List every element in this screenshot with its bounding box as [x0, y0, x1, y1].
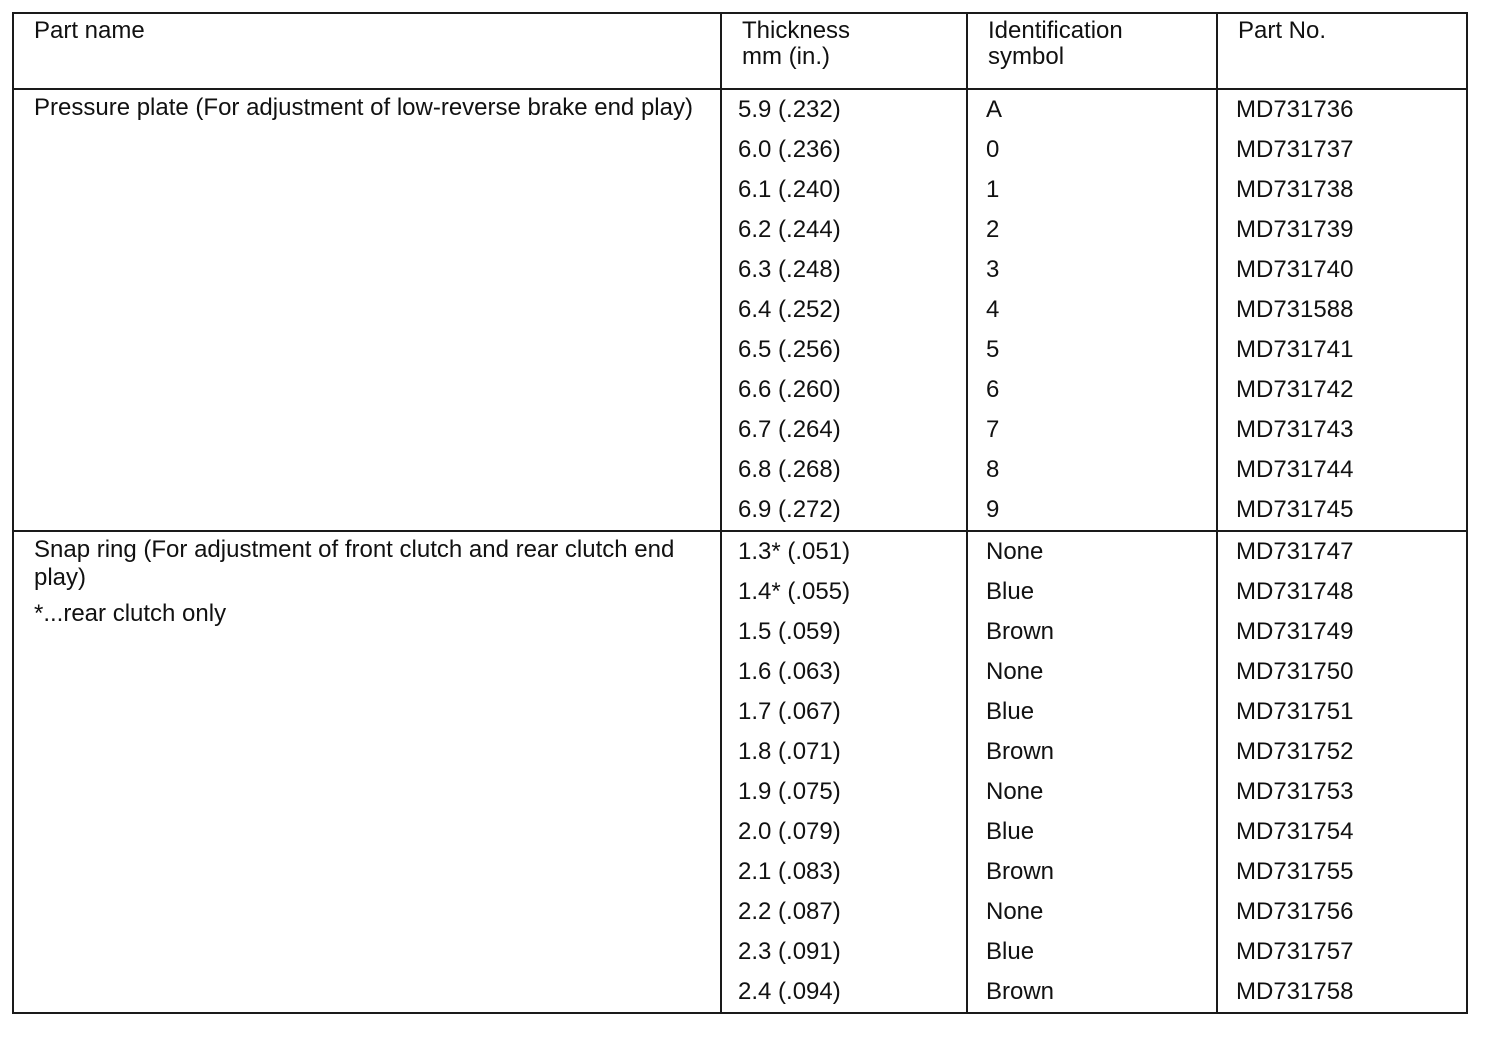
thickness-cell: 6.8 (.268)	[721, 450, 967, 490]
thickness-cell: 6.2 (.244)	[721, 210, 967, 250]
thickness-cell: 6.0 (.236)	[721, 130, 967, 170]
identification-symbol-cell: 5	[967, 330, 1217, 370]
part-number-cell: MD731745	[1217, 490, 1467, 531]
thickness-cell: 6.3 (.248)	[721, 250, 967, 290]
identification-symbol-cell: None	[967, 531, 1217, 572]
thickness-cell: 1.6 (.063)	[721, 652, 967, 692]
part-number-cell: MD731757	[1217, 932, 1467, 972]
identification-symbol-cell: None	[967, 772, 1217, 812]
header-identification-label: Identification	[988, 17, 1123, 44]
header-thickness-label: Thickness	[742, 17, 851, 44]
identification-symbol-cell: Blue	[967, 932, 1217, 972]
thickness-cell: 2.2 (.087)	[721, 892, 967, 932]
header-thickness	[721, 13, 967, 89]
identification-symbol-cell: Blue	[967, 812, 1217, 852]
part-number-cell: MD731752	[1217, 732, 1467, 772]
table-row	[13, 89, 1467, 130]
identification-symbol-cell: Brown	[967, 732, 1217, 772]
part-number-cell: MD731737	[1217, 130, 1467, 170]
part-name-text: Snap ring (For adjustment of front clutch and rear clutch end play)	[34, 536, 675, 591]
part-number-cell: MD731747	[1217, 531, 1467, 572]
table-header	[13, 13, 1467, 89]
part-number-cell: MD731744	[1217, 450, 1467, 490]
thickness-cell: 2.3 (.091)	[721, 932, 967, 972]
identification-symbol-cell: 4	[967, 290, 1217, 330]
thickness-cell: 5.9 (.232)	[721, 89, 967, 130]
part-number-cell: MD731743	[1217, 410, 1467, 450]
identification-symbol-cell: 2	[967, 210, 1217, 250]
part-name-cell	[13, 531, 721, 1013]
part-number-cell: MD731748	[1217, 572, 1467, 612]
thickness-cell: 6.6 (.260)	[721, 370, 967, 410]
identification-symbol-cell: 3	[967, 250, 1217, 290]
part-number-cell: MD731736	[1217, 89, 1467, 130]
identification-symbol-cell: Brown	[967, 612, 1217, 652]
header-identification-label-2: symbol	[988, 43, 1065, 70]
identification-symbol-cell: Brown	[967, 852, 1217, 892]
part-number-cell: MD731742	[1217, 370, 1467, 410]
thickness-cell: 1.7 (.067)	[721, 692, 967, 732]
header-part-name	[13, 13, 721, 89]
thickness-cell: 6.4 (.252)	[721, 290, 967, 330]
thickness-cell: 1.5 (.059)	[721, 612, 967, 652]
thickness-cell: 6.9 (.272)	[721, 490, 967, 531]
part-number-cell: MD731588	[1217, 290, 1467, 330]
identification-symbol-cell: 8	[967, 450, 1217, 490]
identification-symbol-cell: None	[967, 892, 1217, 932]
thickness-cell: 1.8 (.071)	[721, 732, 967, 772]
part-name-cell	[13, 89, 721, 531]
part-name-note: *...rear clutch only	[34, 600, 227, 627]
header-part-name-label: Part name	[34, 17, 145, 44]
identification-symbol-cell: Blue	[967, 692, 1217, 732]
identification-symbol-cell: None	[967, 652, 1217, 692]
thickness-cell: 1.9 (.075)	[721, 772, 967, 812]
thickness-cell: 2.1 (.083)	[721, 852, 967, 892]
identification-symbol-cell: Blue	[967, 572, 1217, 612]
header-thickness-unit: mm (in.)	[742, 43, 830, 70]
identification-symbol-cell: 1	[967, 170, 1217, 210]
part-number-cell: MD731751	[1217, 692, 1467, 732]
thickness-cell: 6.7 (.264)	[721, 410, 967, 450]
part-number-cell: MD731739	[1217, 210, 1467, 250]
identification-symbol-cell: 6	[967, 370, 1217, 410]
header-part-no	[1217, 13, 1467, 89]
parts-table	[12, 12, 1468, 1014]
part-number-cell: MD731755	[1217, 852, 1467, 892]
header-identification	[967, 13, 1217, 89]
part-number-cell: MD731754	[1217, 812, 1467, 852]
thickness-cell: 2.4 (.094)	[721, 972, 967, 1013]
part-number-cell: MD731749	[1217, 612, 1467, 652]
identification-symbol-cell: A	[967, 89, 1217, 130]
part-number-cell: MD731738	[1217, 170, 1467, 210]
header-row	[13, 13, 1467, 89]
table-body	[13, 89, 1467, 1013]
part-name-text: Pressure plate (For adjustment of low-reverse brake end play)	[34, 94, 693, 121]
part-number-cell: MD731741	[1217, 330, 1467, 370]
part-number-cell: MD731753	[1217, 772, 1467, 812]
thickness-cell: 2.0 (.079)	[721, 812, 967, 852]
header-part-no-label: Part No.	[1238, 17, 1327, 44]
part-number-cell: MD731758	[1217, 972, 1467, 1013]
identification-symbol-cell: 7	[967, 410, 1217, 450]
part-number-cell: MD731756	[1217, 892, 1467, 932]
identification-symbol-cell: Brown	[967, 972, 1217, 1013]
part-number-cell: MD731750	[1217, 652, 1467, 692]
part-number-cell: MD731740	[1217, 250, 1467, 290]
identification-symbol-cell: 9	[967, 490, 1217, 531]
thickness-cell: 1.3* (.051)	[721, 531, 967, 572]
table-row	[13, 531, 1467, 572]
thickness-cell: 1.4* (.055)	[721, 572, 967, 612]
thickness-cell: 6.5 (.256)	[721, 330, 967, 370]
identification-symbol-cell: 0	[967, 130, 1217, 170]
thickness-cell: 6.1 (.240)	[721, 170, 967, 210]
